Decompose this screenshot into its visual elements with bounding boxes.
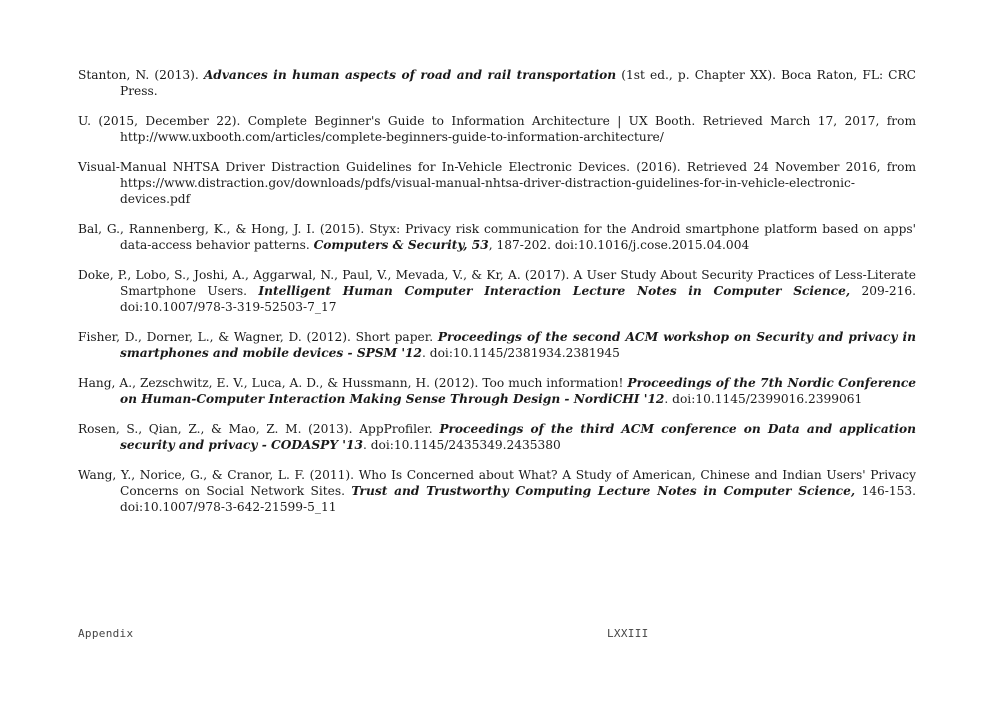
- reference-text: Visual-Manual NHTSA Driver Distraction Guidelines for In-Vehicle Electronic Devices. (2016). Retrieved 24 November 2016, from https://www.distraction.gov/downloads/pdfs/visual-manual-nhtsa-driver-distraction-guidelines-for-in-vehicle-electronic-devices.pdf: [78, 160, 916, 206]
- reference-text: . doi:10.1145/2381934.2381945: [422, 346, 620, 360]
- reference-text: Fisher, D., Dorner, L., & Wagner, D. (2012). Short paper.: [78, 330, 438, 344]
- reference-text: Stanton, N. (2013).: [78, 68, 204, 82]
- reference-text: 209-216. doi:10.1007/978-3-319-52503-7_17: [120, 284, 917, 314]
- reference-source-title: Computers & Security, 53: [313, 238, 489, 252]
- reference-text: Doke, P., Lobo, S., Joshi, A., Aggarwal, N., Paul, V., Mevada, V., & Kr, A. (2017). A User Study About Security Practices of Less-Literate Smartphone Users.: [78, 268, 916, 298]
- reference-source-title: Trust and Trustworthy Computing Lecture Notes in Computer Science,: [351, 484, 856, 498]
- reference-entry: [78, 221, 916, 253]
- reference-text: Rosen, S., Qian, Z., & Mao, Z. M. (2013). AppProfiler.: [78, 422, 440, 436]
- reference-source-title: Proceedings of the third ACM conference on Data and application security and privacy - CODASPY '13: [120, 422, 917, 452]
- reference-text: Bal, G., Rannenberg, K., & Hong, J. I. (2015). Styx: Privacy risk communication for the Android smartphone platform based on apps' data-access behavior patterns.: [78, 222, 916, 252]
- reference-text: U. (2015, December 22). Complete Beginner's Guide to Information Architecture | UX Booth. Retrieved March 17, 2017, from http://www.uxbooth.com/articles/complete-beginners-guide-to-information-architecture/: [78, 114, 916, 144]
- reference-entry: [78, 159, 916, 207]
- reference-text: Wang, Y., Norice, G., & Cranor, L. F. (2011). Who Is Concerned about What? A Study of American, Chinese and Indian Users' Privacy Concerns on Social Network Sites.: [78, 468, 916, 498]
- reference-text: 146-153. doi:10.1007/978-3-642-21599-5_11: [120, 484, 917, 514]
- reference-list: [78, 67, 916, 529]
- footer-section-label: Appendix: [78, 627, 134, 640]
- reference-text: Hang, A., Zezschwitz, E. V., Luca, A. D., & Hussmann, H. (2012). Too much information!: [78, 376, 628, 390]
- footer-page-number: LXXIII: [607, 627, 649, 640]
- reference-source-title: Proceedings of the 7th Nordic Conference on Human-Computer Interaction Making Sense Through Design - NordiCHI '12: [120, 376, 916, 406]
- reference-source-title: Intelligent Human Computer Interaction Lecture Notes in Computer Science,: [258, 284, 851, 298]
- reference-entry: [78, 467, 916, 515]
- reference-entry: [78, 375, 916, 407]
- reference-text: . doi:10.1145/2435349.2435380: [362, 438, 561, 452]
- reference-entry: [78, 67, 916, 99]
- reference-entry: [78, 267, 916, 315]
- reference-entry: [78, 113, 916, 145]
- reference-text: , 187-202. doi:10.1016/j.cose.2015.04.004: [488, 238, 750, 252]
- reference-entry: [78, 421, 916, 453]
- reference-source-title: Proceedings of the second ACM workshop on Security and privacy in smartphones and mobile devices - SPSM '12: [120, 330, 916, 360]
- reference-source-title: Advances in human aspects of road and rail transportation: [203, 68, 617, 82]
- reference-entry: [78, 329, 916, 361]
- reference-text: (1st ed., p. Chapter XX). Boca Raton, FL: CRC Press.: [120, 68, 916, 98]
- reference-text: . doi:10.1145/2399016.2399061: [664, 392, 863, 406]
